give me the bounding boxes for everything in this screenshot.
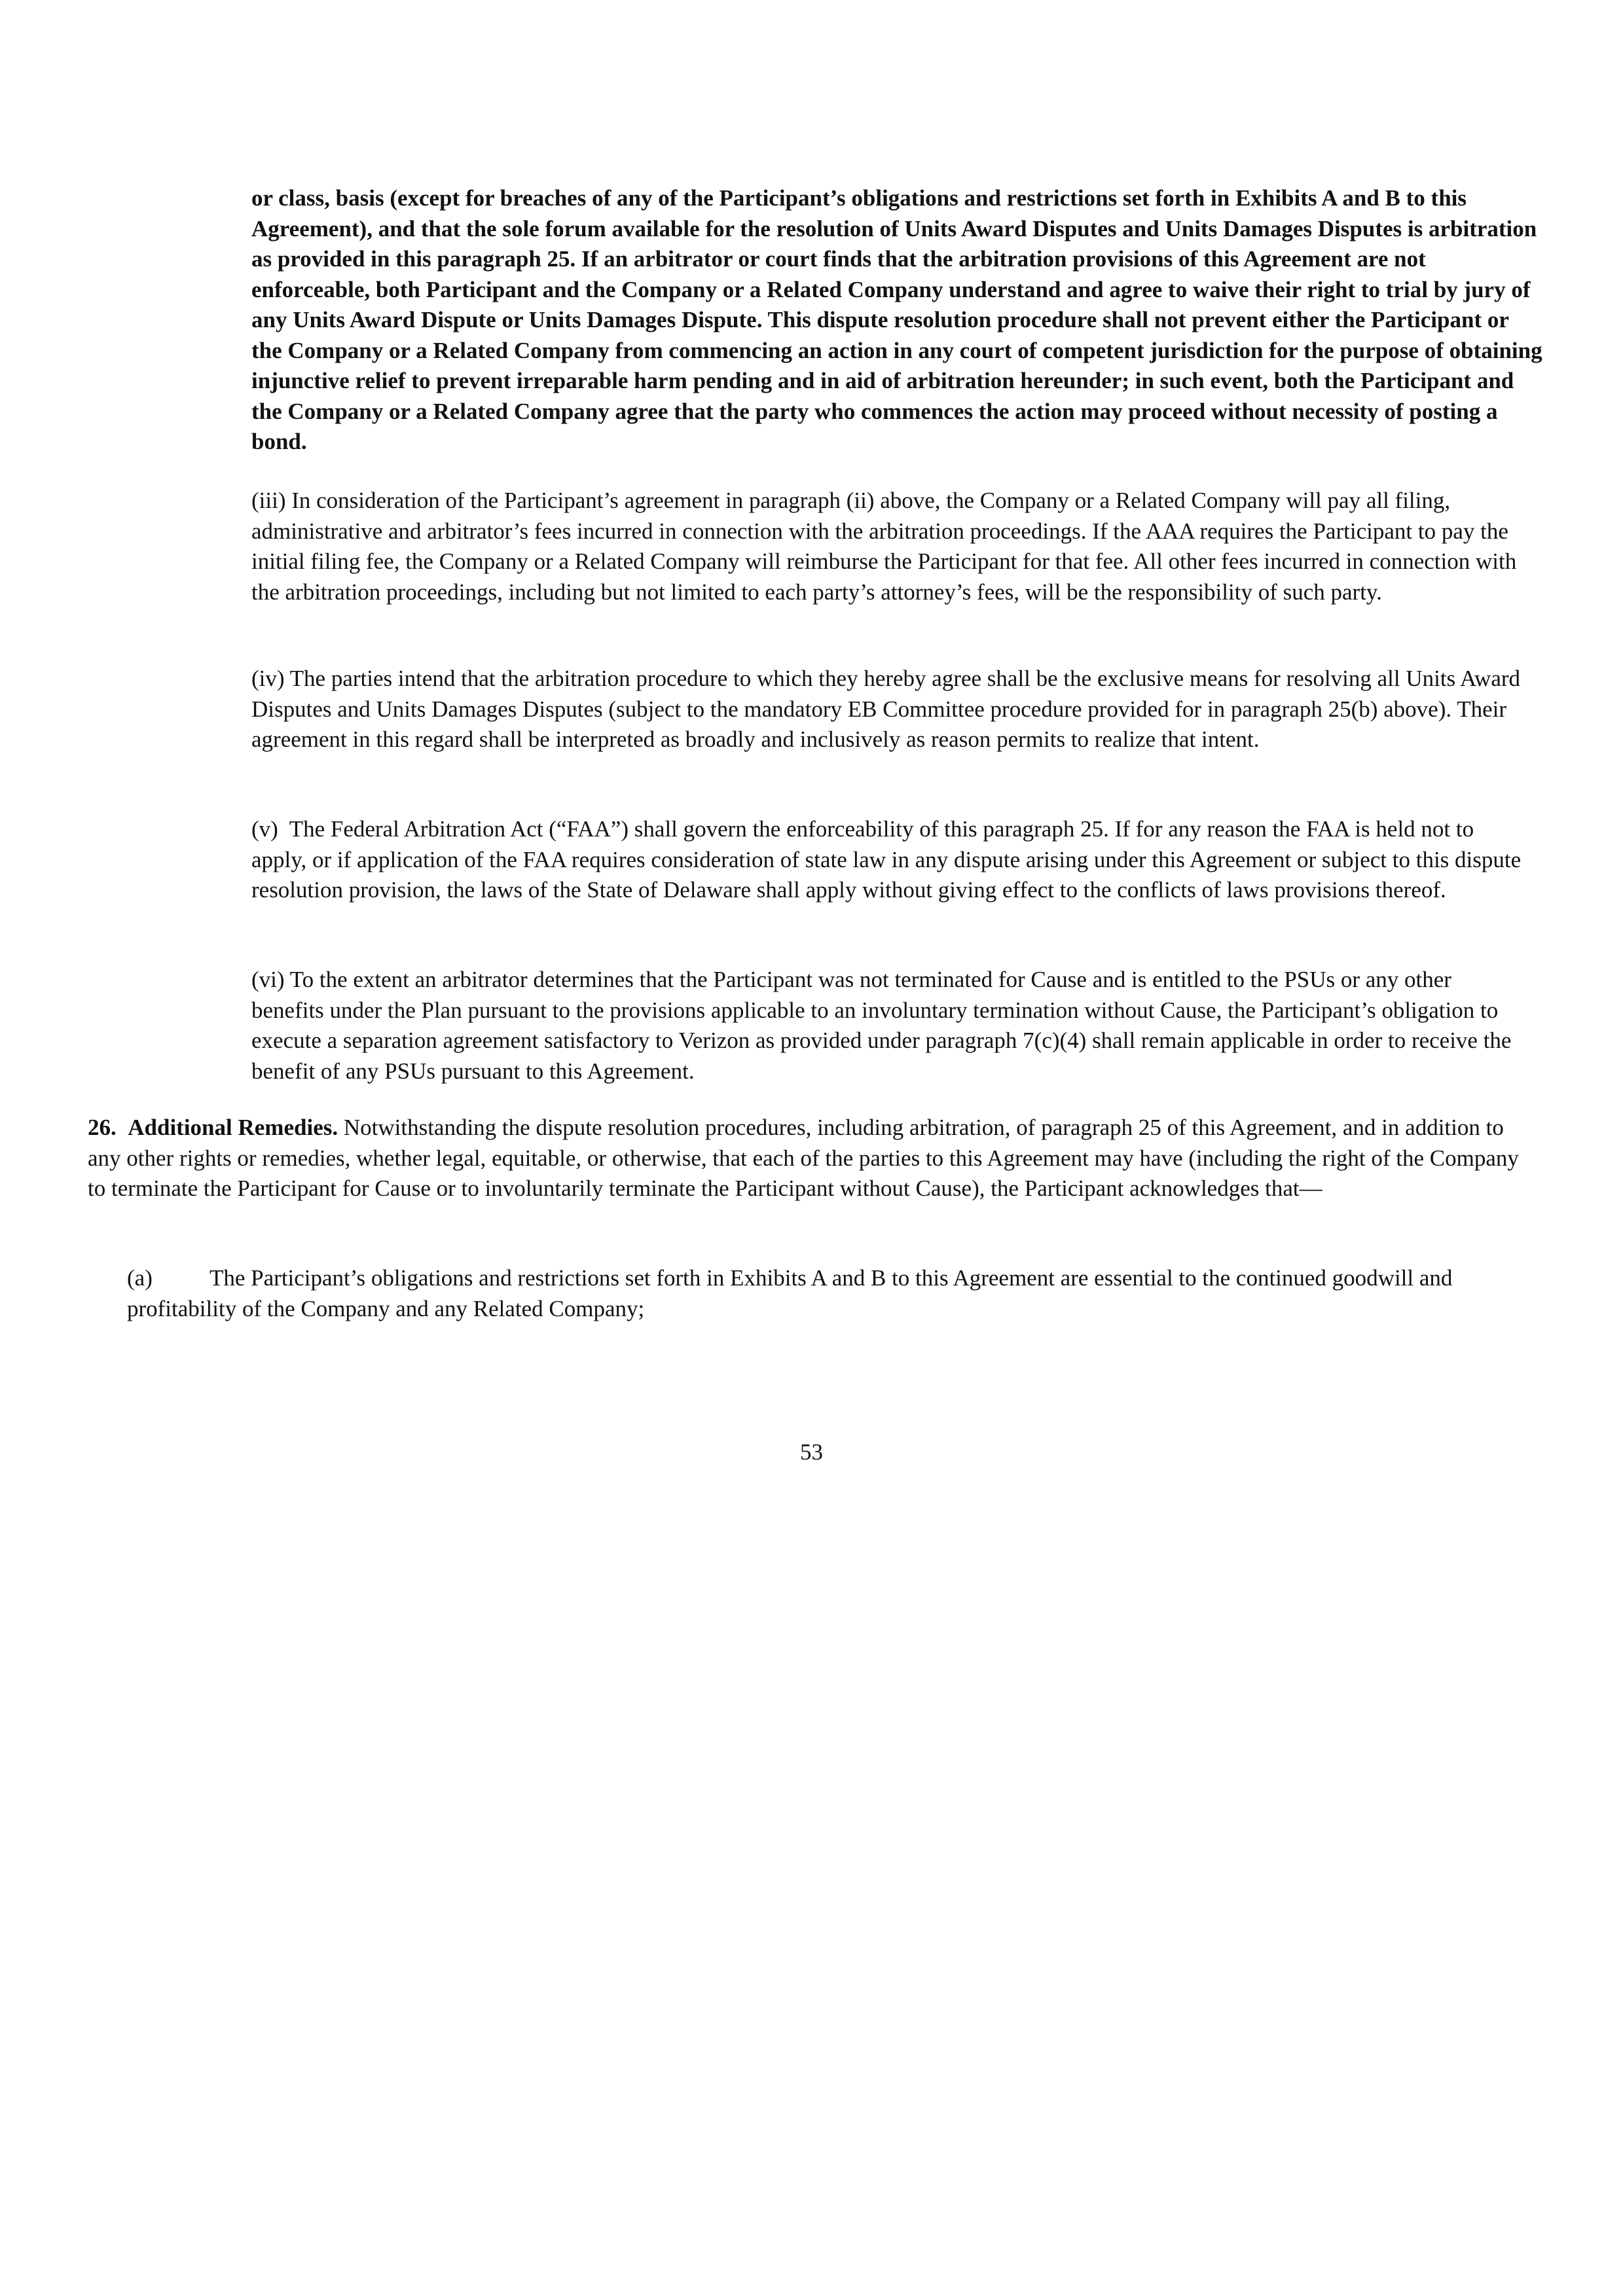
page-number: 53 [800, 1439, 823, 1465]
subparagraph-text: The parties intend that the arbitration procedure to which they hereby agree shall be the exclusive means for resolving all Units Award Disputes and Units Damages Disputes (subject to the mandatory EB Committee procedure provided for in paragraph 25(b) above). Their agreement in this regard shall be interpreted as broadly and inclusively as reason permits to realize that intent. [251, 666, 1521, 752]
subparagraph-label: (iii) [251, 488, 286, 513]
section-26-item-a [127, 1263, 1528, 1324]
section-title: Additional Remedies. [128, 1115, 338, 1140]
section-number: 26. [88, 1115, 117, 1140]
subparagraph-iii [251, 486, 1522, 607]
section-text: Notwithstanding the dispute resolution procedures, including arbitration, of paragraph 25 of this Agreement, and in addition to any other rights or remedies, whether legal, equitable, or otherwise, that each of the parties to this Agreement may have (including the right of the Company to terminate the Participant for Cause or to involuntarily terminate the Participant without Cause), the Participant acknowledges that— [88, 1115, 1519, 1201]
section-26-paragraph [88, 1113, 1531, 1204]
arbitration-continuation-paragraph: or class, basis (except for breaches of any of the Participant’s obligations and restrictions set forth in Exhibits A and B to this Agreement), and that the sole forum available for the resolution of Units Award Disputes and Units Damages Disputes is arbitration as provided in this paragraph 25. If an arbitrator or court finds that the arbitration provisions of this Agreement are not enforceable, both Participant and the Company or a Related Company understand and agree to waive their right to trial by jury of any Units Award Dispute or Units Damages Dispute. This dispute resolution procedure shall not prevent either the Participant or the Company or a Related Company from commencing an action in any court of competent jurisdiction for the purpose of obtaining injunctive relief to prevent irreparable harm pending and in aid of arbitration hereunder; in such event, both the Participant and the Company or a Related Company agree that the party who commences the action may proceed without necessity of posting a bond. [251, 185, 1542, 454]
subparagraph-text: The Federal Arbitration Act (“FAA”) shall govern the enforceability of this paragraph 25. If for any reason the FAA is held not to apply, or if application of the FAA requires consideration of state law in any dispute arising under this Agreement or subject to this dispute resolution provision, the laws of the State of Delaware shall apply without giving effect to the conflicts of laws provisions thereof. [251, 816, 1522, 903]
subparagraph-label: (vi) [251, 967, 285, 992]
subparagraph-label: (iv) [251, 666, 285, 691]
item-label: (a) [127, 1265, 153, 1291]
subparagraph-iv [251, 664, 1522, 755]
item-text: The Participant’s obligations and restrictions set forth in Exhibits A and B to this Agreement are essential to the continued goodwill and profitability of the Company and any Related Company; [127, 1265, 1453, 1321]
subparagraph-text: In consideration of the Participant’s agreement in paragraph (ii) above, the Company or a Related Company will pay all filing, administrative and arbitrator’s fees incurred in connection with the arbitration proceedings. If the AAA requires the Participant to pay the initial filing fee, the Company or a Related Company will reimburse the Participant for that fee. All other fees incurred in connection with the arbitration proceedings, including but not limited to each party’s attorney’s fees, will be the responsibility of such party. [251, 488, 1517, 605]
subparagraph-v [251, 814, 1522, 906]
subparagraph-vi [251, 965, 1522, 1086]
subparagraph-text: To the extent an arbitrator determines that the Participant was not terminated for Cause and is entitled to the PSUs or any other benefits under the Plan pursuant to the provisions applicable to an involuntary termination without Cause, the Participant’s obligation to execute a separation agreement satisfactory to Verizon as provided under paragraph 7(c)(4) shall remain applicable in order to receive the benefit of any PSUs pursuant to this Agreement. [251, 967, 1512, 1084]
subparagraph-label: (v) [251, 816, 278, 842]
